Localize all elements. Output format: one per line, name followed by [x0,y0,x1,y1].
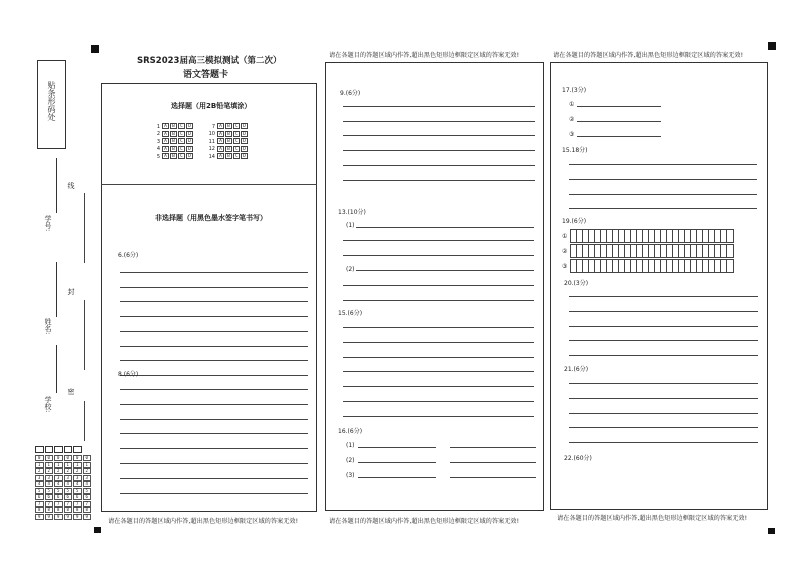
choice-number: 3 [156,138,160,145]
question-17-part-3: ③ [569,131,575,138]
answer-line[interactable] [577,106,661,107]
answer-line[interactable] [120,433,308,434]
choice-bubble[interactable]: D [186,153,193,159]
field-student-number: 学号: [44,215,52,232]
student-id-bubble[interactable]: 5 [83,488,92,494]
student-id-bubble[interactable]: 2 [54,468,63,474]
registration-mark-top-right [768,42,776,50]
answer-line[interactable] [569,208,757,209]
answer-line[interactable] [569,413,758,414]
student-id-bubble[interactable]: 0 [45,455,54,461]
student-id-bubble[interactable]: 9 [45,514,54,520]
registration-mark-bottom-left [94,527,101,533]
student-id-bubble[interactable]: 4 [35,481,44,487]
answer-line[interactable] [569,398,758,399]
choice-bubble[interactable]: A [217,153,224,159]
choice-number: 4 [156,146,160,152]
choice-row[interactable] [208,131,249,139]
question-16-part-3: (3) [346,472,355,479]
choice-number: 11 [208,138,215,145]
notice-bottom-middle: 请在各题目的答题区域内作答,超出黑色矩形边框限定区域的答案无效! [329,518,520,525]
answer-line[interactable] [343,342,534,343]
answer-line[interactable] [358,447,436,448]
student-id-bubble[interactable]: 9 [35,514,44,520]
student-id-bubble[interactable]: 3 [54,475,63,481]
choice-bubble[interactable]: C [178,146,185,152]
registration-mark-bottom-right [768,528,775,534]
choice-bubble[interactable]: B [225,138,232,144]
question-16-label: 16.(6分) [338,428,363,435]
answer-line[interactable] [120,272,308,273]
binding-line-1 [84,193,85,263]
student-id-bubble[interactable]: 5 [45,488,54,494]
question-17-part-1: ① [569,101,575,108]
choice-bubble[interactable]: B [225,146,232,152]
answer-line[interactable] [343,386,534,387]
student-id-bubble[interactable]: 4 [45,481,54,487]
panel-middle [325,62,544,511]
question-16-part-1: (1) [346,442,355,449]
answer-line[interactable] [343,416,534,417]
choice-bubble[interactable]: A [217,138,224,144]
student-id-bubble[interactable]: 1 [35,462,44,468]
question-20-label: 20.(3分) [564,280,589,287]
student-id-bubble[interactable]: 1 [73,462,82,468]
answer-line[interactable] [120,375,308,376]
question-18-label: 15.18分) [562,147,588,154]
grid-cell[interactable] [727,245,733,257]
question-13-part-2: (2) [346,266,355,273]
student-id-bubble[interactable]: 3 [73,475,82,481]
answer-line[interactable] [120,404,308,405]
student-id-bubble[interactable]: 6 [83,494,92,500]
student-id-bubble[interactable]: 0 [54,455,63,461]
answer-line[interactable] [569,179,757,180]
answer-line[interactable] [569,355,758,356]
answer-line[interactable] [356,270,534,271]
choice-bubble[interactable]: C [233,123,240,129]
student-id-bubble[interactable]: 7 [83,501,92,507]
student-id-header-boxes[interactable] [35,446,92,453]
choice-bubble[interactable]: A [162,123,169,129]
answer-line[interactable] [343,180,535,181]
choice-row[interactable] [153,131,194,139]
choice-bubble[interactable]: C [178,138,185,144]
student-id-bubble[interactable]: 0 [35,455,44,461]
student-id-bubble[interactable]: 0 [64,455,73,461]
student-id-bubble[interactable]: 5 [35,488,44,494]
choice-bubble[interactable]: D [241,138,248,144]
question-19-label: 19.(6分) [562,218,587,225]
writing-grid-row[interactable] [570,259,734,273]
student-id-bubble[interactable]: 3 [45,475,54,481]
answer-line[interactable] [120,301,308,302]
student-id-bubble[interactable]: 6 [45,494,54,500]
student-id-bubble[interactable]: 6 [73,494,82,500]
grid-cell[interactable] [727,260,733,272]
student-id-bubble[interactable]: 5 [54,488,63,494]
question-17-part-2: ② [569,116,575,123]
answer-line[interactable] [120,493,308,494]
student-id-bubble[interactable]: 9 [83,514,92,520]
question-16-part-2: (2) [346,457,355,464]
student-id-bubble[interactable]: 9 [54,514,63,520]
student-id-bubble[interactable]: 0 [83,455,92,461]
answer-line[interactable] [358,462,436,463]
student-id-bubble[interactable]: 2 [83,468,92,474]
choice-number: 1 [156,123,160,130]
student-id-bubble[interactable]: 7 [45,501,54,507]
choice-bubble[interactable]: C [233,138,240,144]
choice-bubble[interactable]: C [178,131,185,137]
choice-bubble[interactable]: B [170,138,177,144]
choice-bubble[interactable]: A [217,123,224,129]
question-19-part-2: ② [562,248,568,255]
student-id-bubble[interactable]: 2 [45,468,54,474]
student-id-bubble[interactable]: 3 [83,475,92,481]
choice-bubble[interactable]: A [162,131,169,137]
answer-line[interactable] [343,327,534,328]
choice-bubble[interactable]: B [170,131,177,137]
choice-number: 2 [156,131,160,137]
student-id-digit-row[interactable] [35,514,92,521]
answer-line[interactable] [450,447,536,448]
student-id-bubble[interactable]: 6 [35,494,44,500]
student-id-bubble[interactable]: 6 [54,494,63,500]
barcode-label: 贴条形码处 [47,81,56,121]
student-id-bubble[interactable]: 7 [35,501,44,507]
choice-bubble[interactable]: C [233,153,240,159]
choice-number: 14 [208,153,215,160]
choice-row[interactable] [208,138,249,146]
answer-sheet-title: 语文答题卡 [183,70,229,80]
answer-line[interactable] [577,136,661,137]
choice-row[interactable] [208,153,249,161]
choice-bubble[interactable]: D [241,131,248,137]
student-id-bubble[interactable]: 8 [64,507,73,513]
student-id-bubble[interactable]: 5 [73,488,82,494]
answer-line[interactable] [343,121,535,122]
answer-line[interactable] [343,135,535,136]
answer-line[interactable] [577,121,661,122]
answer-line[interactable] [120,287,308,288]
choice-row[interactable] [153,146,194,154]
student-id-bubble[interactable]: 3 [64,475,73,481]
student-id-bubble[interactable]: 2 [35,468,44,474]
student-id-bubble[interactable]: 0 [73,455,82,461]
choice-number: 12 [208,146,215,152]
student-id-bubble[interactable]: 1 [45,462,54,468]
answer-line[interactable] [343,285,534,286]
choice-bubble[interactable]: D [186,131,193,137]
question-6-label: 6.(6分) [118,252,139,259]
notice-bottom-right: 请在各题目的答题区域内作答,超出黑色矩形边框限定区域的答案无效! [557,515,748,522]
writing-grid-row[interactable] [570,229,734,243]
question-19-part-3: ③ [562,263,568,270]
writing-grid-row[interactable] [570,244,734,258]
student-id-bubble[interactable]: 3 [35,475,44,481]
answer-line[interactable] [343,240,534,241]
student-id-bubble[interactable]: 1 [54,462,63,468]
choice-bubble[interactable]: D [241,153,248,159]
answer-line[interactable] [569,194,757,195]
answer-line[interactable] [343,255,534,256]
question-17-label: 17.(3分) [562,87,587,94]
answer-line[interactable] [120,331,308,332]
answer-line[interactable] [120,478,308,479]
answer-line[interactable] [358,477,436,478]
student-id-grid[interactable] [35,446,92,520]
field-school-line[interactable] [56,345,57,393]
choice-bubble[interactable]: B [225,123,232,129]
choice-row[interactable] [153,153,194,161]
student-id-bubble[interactable]: 4 [83,481,92,487]
answer-line[interactable] [120,316,308,317]
student-id-bubble[interactable]: 7 [54,501,63,507]
answer-line[interactable] [450,462,536,463]
choice-bubble[interactable]: B [170,123,177,129]
choice-section-title: 选择题（用2B铅笔填涂） [171,102,252,110]
choice-row[interactable] [153,138,194,146]
choice-bubble[interactable]: B [170,146,177,152]
answer-line[interactable] [450,477,536,478]
answer-line[interactable] [343,106,535,107]
answer-line[interactable] [343,357,534,358]
student-id-bubble[interactable]: 8 [54,507,63,513]
registration-mark-top-left [91,45,99,53]
choice-number: 10 [208,131,215,137]
question-15-label: 15.(6分) [338,310,363,317]
grid-cell[interactable] [727,230,733,242]
choice-number: 5 [156,153,160,160]
choice-bubble[interactable]: D [241,123,248,129]
student-id-bubble[interactable]: 8 [35,507,44,513]
nonchoice-section-title: 非选择题（用黑色墨水签字笔书写） [155,214,267,222]
field-name: 姓名: [44,318,52,335]
choice-divider [101,184,317,185]
student-id-bubble[interactable]: 7 [73,501,82,507]
choice-bubble[interactable]: D [186,123,193,129]
choice-bubble[interactable]: C [178,123,185,129]
field-school: 学校: [44,396,52,413]
choice-row[interactable] [153,123,194,131]
choice-bubble[interactable]: C [233,131,240,137]
answer-line[interactable] [569,340,758,341]
choice-number: 7 [211,123,215,130]
choice-bubble[interactable]: B [225,153,232,159]
choice-bubble[interactable]: A [162,146,169,152]
answer-line[interactable] [343,401,534,402]
answer-line[interactable] [569,442,758,443]
student-id-bubble[interactable]: 6 [64,494,73,500]
answer-line[interactable] [569,311,758,312]
answer-line[interactable] [569,383,758,384]
question-21-label: 21.(6分) [564,366,589,373]
binding-line-3 [84,401,85,441]
answer-line[interactable] [356,227,534,228]
student-id-bubble[interactable]: 9 [64,514,73,520]
choice-bubble[interactable]: C [178,153,185,159]
answer-line[interactable] [120,419,308,420]
student-id-bubble[interactable]: 4 [64,481,73,487]
notice-top-middle: 请在各题目的答题区域内作答,超出黑色矩形边框限定区域的答案无效! [329,52,520,59]
binding-char-feng: 封 [67,288,75,295]
student-id-bubble[interactable]: 4 [73,481,82,487]
choice-row[interactable] [208,123,249,131]
choice-row[interactable] [208,146,249,154]
choice-bubble[interactable]: D [186,146,193,152]
field-name-line[interactable] [56,262,57,317]
choice-bubble[interactable]: D [186,138,193,144]
answer-line[interactable] [343,165,535,166]
answer-line[interactable] [569,326,758,327]
binding-char-xian: 线 [67,182,75,189]
student-id-bubble[interactable]: 9 [73,514,82,520]
student-id-bubble[interactable]: 1 [83,462,92,468]
student-id-bubble[interactable]: 2 [64,468,73,474]
answer-line[interactable] [120,360,308,361]
notice-bottom-left: 请在各题目的答题区域内作答,超出黑色矩形边框限定区域的答案无效! [108,518,299,525]
student-id-bubble[interactable]: 4 [54,481,63,487]
question-13-part-1: (1) [346,222,355,229]
answer-line[interactable] [343,300,534,301]
student-id-bubble[interactable]: 8 [73,507,82,513]
question-8-label: 8.(6分) [118,371,139,378]
answer-line[interactable] [343,371,534,372]
answer-line[interactable] [569,427,758,428]
field-student-number-line[interactable] [56,158,57,213]
answer-line[interactable] [343,150,535,151]
barcode-area [37,60,66,149]
choice-bubble[interactable]: A [162,153,169,159]
choice-bubble[interactable]: D [241,146,248,152]
student-id-bubble[interactable]: 7 [64,501,73,507]
question-13-label: 13.(10分) [338,209,366,216]
choice-bubble[interactable]: B [170,153,177,159]
student-id-bubble[interactable]: 1 [64,462,73,468]
choice-bubble[interactable]: B [225,131,232,137]
question-22-label: 22.(60分) [564,455,592,462]
answer-line[interactable] [120,463,308,464]
student-id-bubble[interactable]: 8 [83,507,92,513]
exam-title: SRS2023届高三模拟测试（第二次） [137,56,282,66]
binding-char-mi: 密 [67,388,75,395]
student-id-bubble[interactable]: 8 [45,507,54,513]
student-id-bubble[interactable]: 5 [64,488,73,494]
question-9-label: 9.(6分) [340,90,361,97]
answer-line[interactable] [120,389,308,390]
question-19-part-1: ① [562,233,568,240]
answer-line[interactable] [120,448,308,449]
choice-bubble[interactable]: A [217,131,224,137]
notice-top-right: 请在各题目的答题区域内作答,超出黑色矩形边框限定区域的答案无效! [553,52,744,59]
answer-line[interactable] [569,296,758,297]
binding-line-2 [84,300,85,370]
choice-bubble[interactable]: A [217,146,224,152]
answer-line[interactable] [569,164,757,165]
answer-line[interactable] [120,346,308,347]
choice-bubble[interactable]: C [233,146,240,152]
student-id-bubble[interactable]: 2 [73,468,82,474]
choice-bubble[interactable]: A [162,138,169,144]
